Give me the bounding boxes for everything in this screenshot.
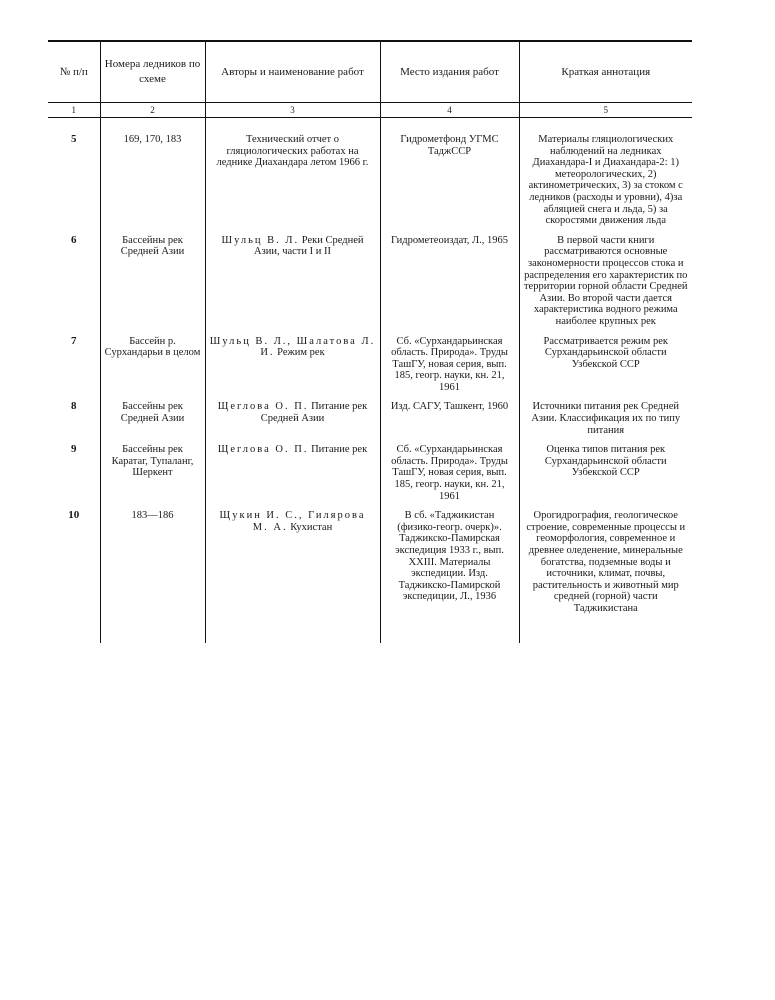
work-title: Режим рек: [277, 347, 325, 359]
publication-place: Сб. «Сурхандарьинская область. Природа». Труды ТашГУ, новая серия, вып. 185, геогр. науки, кн. 21, 1961: [380, 442, 519, 508]
row-number: 6: [71, 233, 77, 246]
bibliography-table: [48, 40, 692, 643]
glacier-numbers: Бассейны рек Средней Азии: [100, 233, 205, 334]
annotation: Материалы гляциологических наблюдений на ледниках Диахандара-I и Диахандара-2: 1) метеорологических, 2) актинометрических, 3) за стоком с ледников (расходы и уровни), 4)за абляцией снега и льда, 5) за скоростями движения льда: [519, 118, 692, 233]
author-title: [205, 442, 380, 508]
glacier-numbers: Бассейны рек Средней Азии: [100, 399, 205, 442]
glacier-numbers: 183—186: [100, 508, 205, 620]
row-number: 10: [68, 509, 80, 522]
column-number: 2: [100, 103, 205, 118]
work-title: Питание рек: [311, 444, 368, 456]
column-number: 5: [519, 103, 692, 118]
annotation: В первой части книги рассматриваются основные закономерности процессов стока и распределения его характеристик по территории горной области Средней Азии. Во второй части дается характеристика водного режима наиболее крупных рек: [519, 233, 692, 334]
author-title: [205, 118, 380, 233]
row-number: 8: [71, 400, 77, 413]
column-number: 3: [205, 103, 380, 118]
column-number: 1: [48, 103, 100, 118]
work-title: Реки Средней Азии, части I и II: [253, 234, 364, 258]
glacier-numbers: Бассейн р. Сурхандарьи в целом: [100, 334, 205, 400]
work-title: Питание рек Средней Азии: [260, 401, 368, 425]
publication-place: В сб. «Таджикистан (физико-геогр. очерк)». Таджикско-Памирская экспедиция 1933 г., вып. XXIII. Материалы экспедиции. Изд. Таджикско-Памирской экспедиции, Л., 1936: [380, 508, 519, 620]
author-title: [205, 399, 380, 442]
annotation: Оценка типов питания рек Сурхандарьинской области Узбекской ССР: [519, 442, 692, 508]
author-title: [205, 508, 380, 620]
publication-place: Сб. «Сурхандарьинская область. Природа». Труды ТашГУ, новая серия, вып. 185, геогр. науки, кн. 21, 1961: [380, 334, 519, 400]
row-number: 9: [71, 443, 77, 456]
author-name: Шульц В. Л.: [221, 234, 300, 246]
annotation: Источники питания рек Средней Азии. Классификация их по типу питания: [519, 399, 692, 442]
row-number: 5: [71, 133, 77, 145]
author-name: Шульц В. Л., Шалатова Л. И.: [209, 335, 376, 359]
publication-place: Гидрометфонд УГМС ТаджССР: [380, 118, 519, 233]
column-number: 4: [380, 103, 519, 118]
glacier-numbers: 169, 170, 183: [100, 118, 205, 233]
table-row: [48, 233, 692, 334]
glacier-numbers: Бассейны рек Каратаг, Тупаланг, Шеркент: [100, 442, 205, 508]
author-name: Щеглова О. П.: [217, 401, 309, 413]
annotation: Рассматривается режим рек Сурхандарьинской области Узбекской ССР: [519, 334, 692, 400]
header-authors: Авторы и наименование работ: [205, 41, 380, 103]
author-name: Щукин И. С., Гилярова М. А.: [219, 510, 366, 533]
author-title: [205, 334, 380, 400]
header-glaciers: Номера ледников по схеме: [100, 41, 205, 103]
header-place: Место издания работ: [380, 41, 519, 103]
table-row: [48, 442, 692, 508]
author-name: Щеглова О. П.: [217, 444, 309, 456]
table-header: [48, 41, 692, 118]
author-title: [205, 233, 380, 334]
work-title: Кухистан: [290, 521, 333, 533]
header-number: № п/п: [48, 41, 100, 103]
publication-place: Гидрометеоиздат, Л., 1965: [380, 233, 519, 334]
publication-place: Изд. САГУ, Ташкент, 1960: [380, 399, 519, 442]
header-annotation: Краткая аннотация: [519, 41, 692, 103]
annotation: Орогидрография, геологическое строение, современные процессы и геоморфология, современное и древнее оледенение, минеральные богатства, подземные воды и источники, климат, почвы, растительность и животный мир средней (горной) части Таджикистана: [519, 508, 692, 620]
table-spacer-row: [48, 621, 692, 643]
table-row: [48, 508, 692, 620]
work-title: Технический отчет о гляциологических работах на леднике Диахандара летом 1966 г.: [216, 134, 369, 169]
bibliography-page: [48, 40, 692, 643]
table-row: [48, 334, 692, 400]
table-row: [48, 118, 692, 233]
row-number: 7: [71, 334, 77, 347]
table-row: [48, 399, 692, 442]
